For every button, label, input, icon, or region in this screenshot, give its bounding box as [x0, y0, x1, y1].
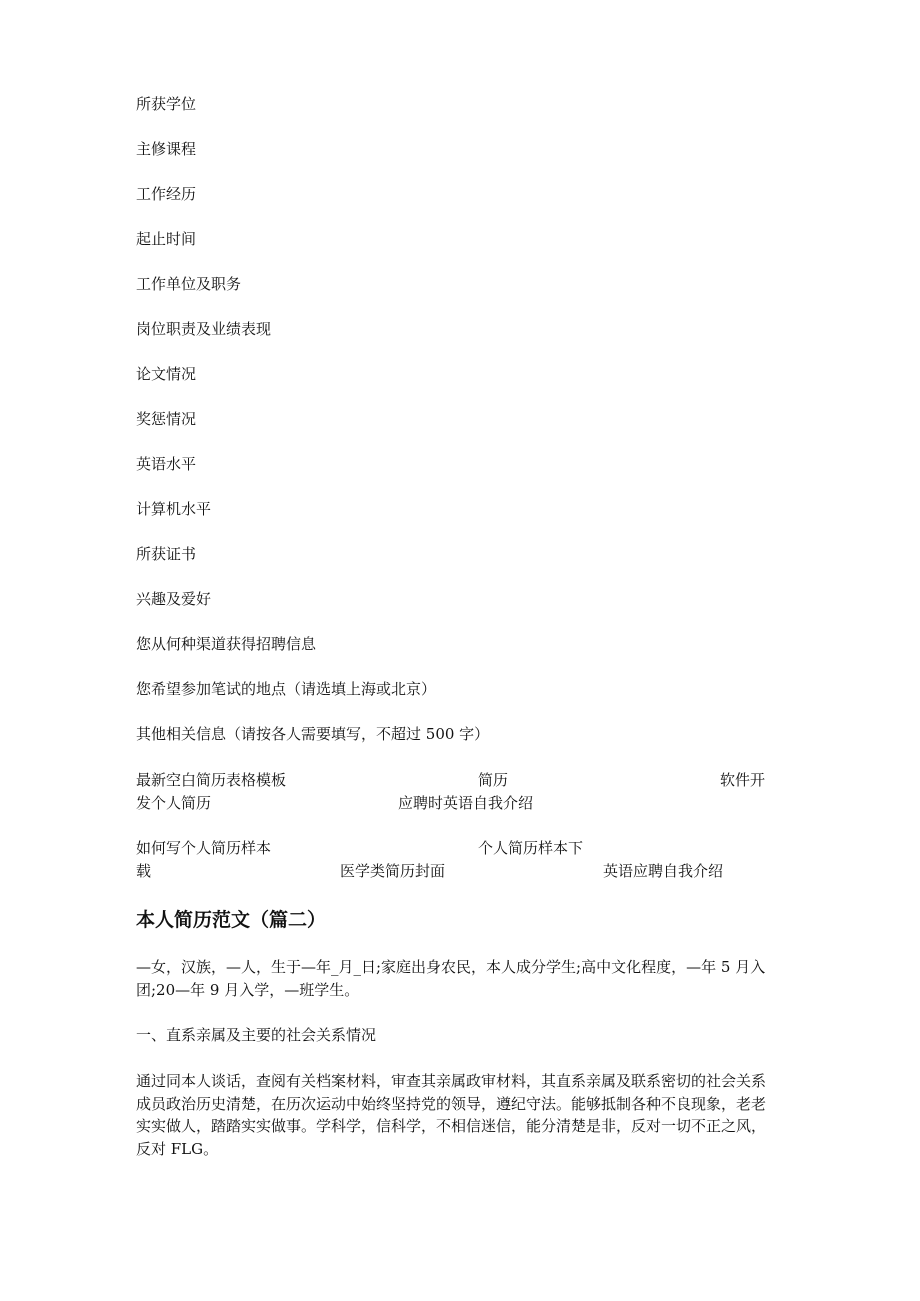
field-employer-position: 工作单位及职务 [136, 275, 242, 293]
link-how-to-write-resume[interactable]: 如何写个人简历样本 [136, 839, 272, 857]
field-certificates: 所获证书 [136, 545, 197, 563]
related-links-row-1 [136, 769, 776, 814]
field-exam-location: 您希望参加笔试的地点（请选填上海或北京） [136, 680, 437, 698]
article-heading: 本人简历范文（篇二） [136, 909, 327, 931]
field-major-courses: 主修课程 [136, 140, 197, 158]
field-english-level: 英语水平 [136, 455, 197, 473]
field-degree: 所获学位 [136, 95, 197, 113]
section-1-body: 通过同本人谈话，查阅有关档案材料，审查其亲属政审材料，其直系亲属及联系密切的社会关系成员政治历史清楚，在历次运动中始终坚持党的领导，遵纪守法。能够抵制各种不良现象，老老实实做人，踏踏实实做事。学科学，信科学，不相信迷信，能分清楚是非，反对一切不正之风，反对 FLG。 [136, 1072, 767, 1158]
field-work-experience: 工作经历 [136, 185, 197, 203]
link-blank-resume-template[interactable]: 最新空白简历表格模板 [136, 771, 287, 789]
field-hobbies: 兴趣及爱好 [136, 590, 212, 608]
field-awards: 奖惩情况 [136, 410, 197, 428]
link-resume-sample-download-part2[interactable]: 载 [136, 862, 152, 880]
link-software-dev-part1[interactable]: 软件开 [720, 771, 766, 789]
link-resume-sample-download-part1[interactable]: 个人简历样本下 [478, 839, 584, 857]
field-papers: 论文情况 [136, 365, 197, 383]
link-english-self-intro[interactable]: 应聘时英语自我介绍 [398, 794, 534, 812]
related-links-row-2 [136, 837, 776, 882]
article-intro: —女，汉族，—人，生于—年_月_日;家庭出身农民，本人成分学生;高中文化程度，—年 5 月入团;20—年 9 月入学，—班学生。 [136, 958, 766, 999]
field-other-info: 其他相关信息（请按各人需要填写，不超过 500 字） [136, 725, 490, 743]
section-1-title: 一、直系亲属及主要的社会关系情况 [136, 1026, 377, 1044]
link-software-dev-part2[interactable]: 发个人简历 [136, 794, 212, 812]
field-period: 起止时间 [136, 230, 197, 248]
field-recruit-channel: 您从何种渠道获得招聘信息 [136, 635, 317, 653]
link-resume[interactable]: 简历 [478, 771, 509, 789]
link-english-interview-intro[interactable]: 英语应聘自我介绍 [603, 862, 724, 880]
field-computer-level: 计算机水平 [136, 500, 212, 518]
link-medical-resume-cover[interactable]: 医学类简历封面 [340, 862, 446, 880]
field-duties-performance: 岗位职责及业绩表现 [136, 320, 272, 338]
